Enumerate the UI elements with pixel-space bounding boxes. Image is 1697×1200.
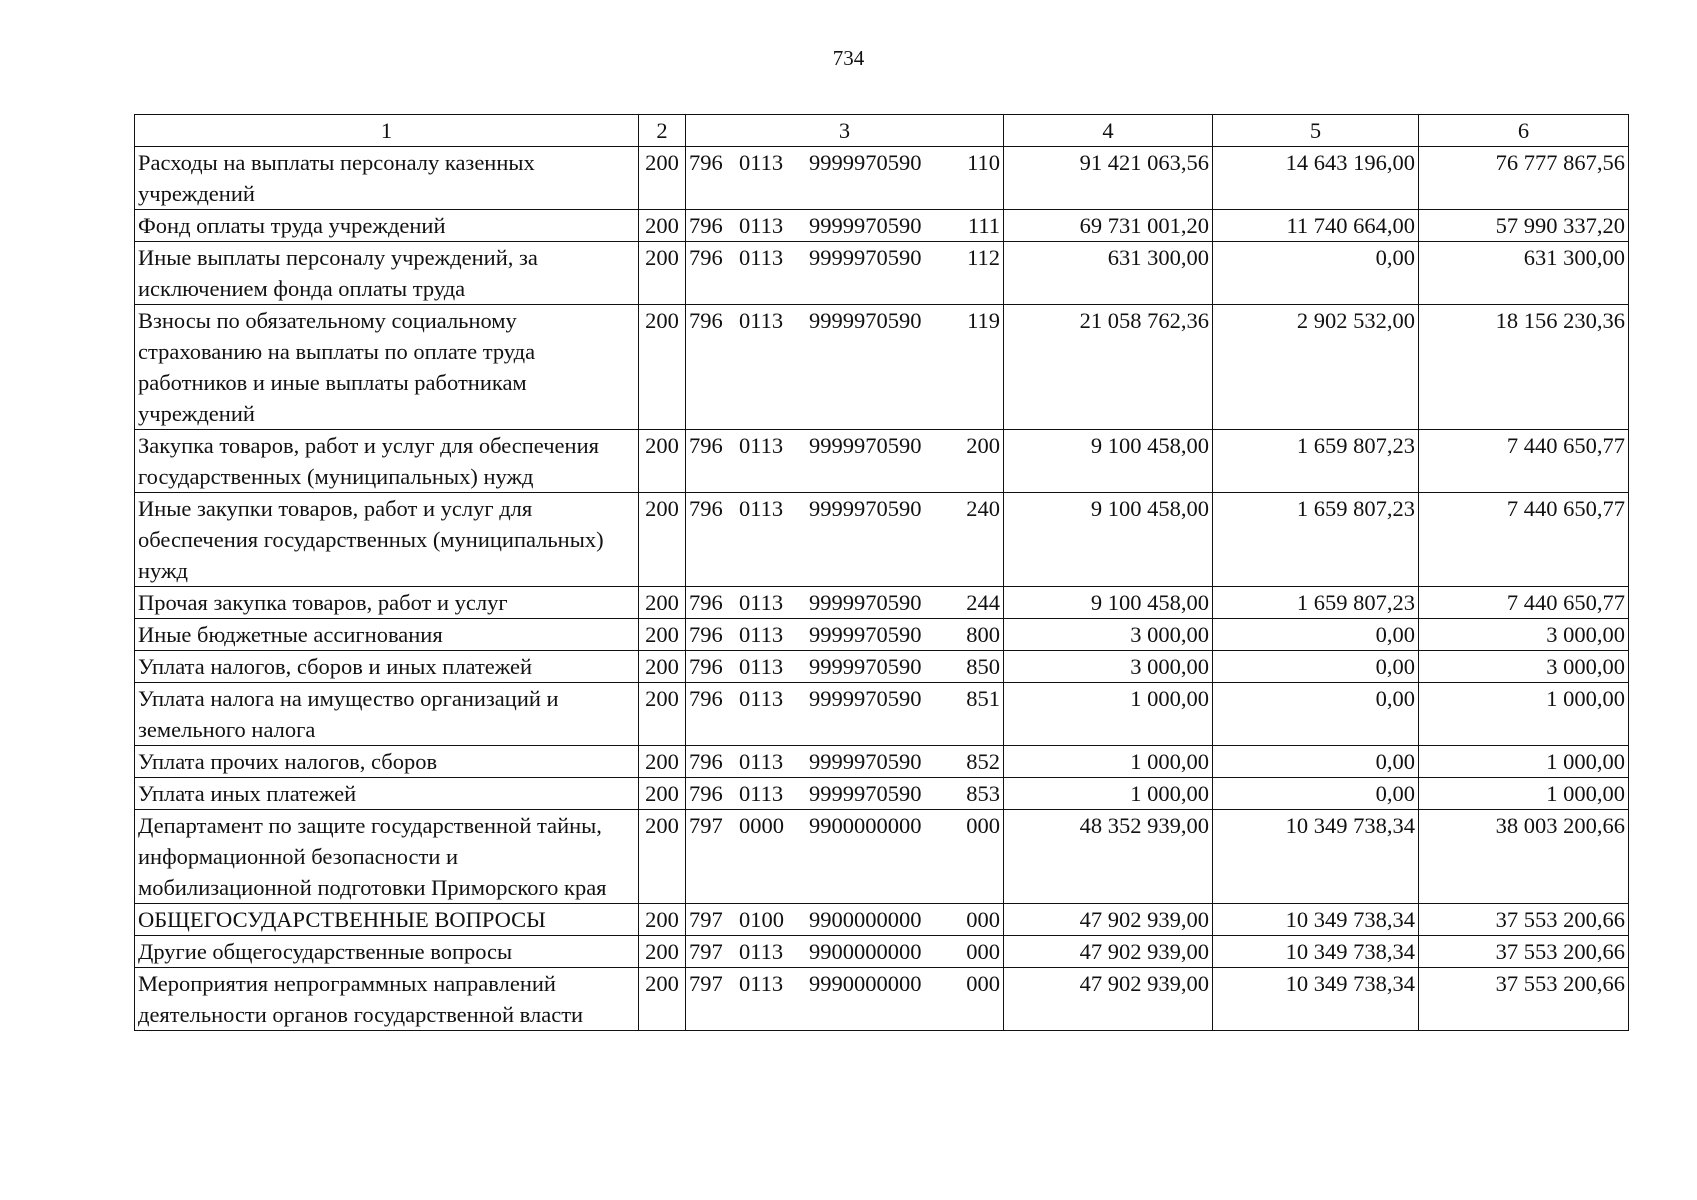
row-code-col2: 200 [639, 305, 686, 430]
row-value-col6: 3 000,00 [1419, 619, 1629, 651]
row-value-col4: 3 000,00 [1004, 651, 1213, 683]
table-row [135, 810, 1629, 904]
code-section: 0113 [739, 939, 784, 964]
budget-table [134, 114, 1629, 1031]
code-expense-type: 853 [966, 781, 1000, 806]
code-article: 9999970590 [809, 590, 922, 615]
code-article: 9999970590 [809, 749, 922, 774]
row-value-col6: 7 440 650,77 [1419, 493, 1629, 587]
table-row [135, 210, 1629, 242]
row-value-col5: 10 349 738,34 [1213, 810, 1419, 904]
row-value-col4: 9 100 458,00 [1004, 493, 1213, 587]
code-expense-type: 112 [967, 245, 1000, 270]
row-value-col6: 7 440 650,77 [1419, 587, 1629, 619]
row-name: Уплата прочих налогов, сборов [135, 746, 639, 778]
code-chapter: 796 [689, 686, 723, 711]
row-name: Мероприятия непрограммных направлений деятельности органов государственной власти [135, 968, 639, 1031]
table-row [135, 619, 1629, 651]
code-chapter: 796 [689, 781, 723, 806]
code-article: 9999970590 [809, 245, 922, 270]
row-name: Прочая закупка товаров, работ и услуг [135, 587, 639, 619]
code-expense-type: 000 [966, 939, 1000, 964]
row-value-col5: 1 659 807,23 [1213, 493, 1419, 587]
code-expense-type: 000 [966, 907, 1000, 932]
code-section: 0113 [739, 150, 784, 175]
header-cell: 6 [1419, 115, 1629, 147]
code-article: 9990000000 [809, 971, 922, 996]
row-classification-code [686, 430, 1004, 493]
header-cell: 5 [1213, 115, 1419, 147]
code-article: 9999970590 [809, 496, 922, 521]
code-section: 0113 [739, 622, 784, 647]
row-classification-code [686, 147, 1004, 210]
row-name: Иные выплаты персоналу учреждений, за исключением фонда оплаты труда [135, 242, 639, 305]
code-chapter: 796 [689, 150, 723, 175]
row-code-col2: 200 [639, 683, 686, 746]
row-value-col6: 7 440 650,77 [1419, 430, 1629, 493]
header-cell: 4 [1004, 115, 1213, 147]
row-value-col6: 1 000,00 [1419, 683, 1629, 746]
code-section: 0113 [739, 213, 784, 238]
row-code-col2: 200 [639, 778, 686, 810]
row-value-col6: 37 553 200,66 [1419, 904, 1629, 936]
code-article: 9999970590 [809, 654, 922, 679]
code-expense-type: 240 [966, 496, 1000, 521]
row-value-col4: 47 902 939,00 [1004, 968, 1213, 1031]
header-row [135, 115, 1629, 147]
row-value-col5: 0,00 [1213, 242, 1419, 305]
code-chapter: 796 [689, 654, 723, 679]
row-classification-code [686, 493, 1004, 587]
row-name: Иные закупки товаров, работ и услуг для обеспечения государственных (муниципальных) нужд [135, 493, 639, 587]
row-value-col6: 631 300,00 [1419, 242, 1629, 305]
table-row [135, 936, 1629, 968]
code-article: 9999970590 [809, 433, 922, 458]
code-chapter: 796 [689, 433, 723, 458]
code-chapter: 796 [689, 749, 723, 774]
table-row [135, 305, 1629, 430]
row-classification-code [686, 210, 1004, 242]
code-article: 9999970590 [809, 308, 922, 333]
table-row [135, 493, 1629, 587]
code-expense-type: 851 [966, 686, 1000, 711]
row-classification-code [686, 904, 1004, 936]
code-chapter: 797 [689, 813, 723, 838]
code-expense-type: 111 [967, 213, 1000, 238]
code-expense-type: 800 [966, 622, 1000, 647]
code-article: 9999970590 [809, 686, 922, 711]
row-classification-code [686, 619, 1004, 651]
row-code-col2: 200 [639, 968, 686, 1031]
table-row [135, 147, 1629, 210]
row-code-col2: 200 [639, 430, 686, 493]
row-code-col2: 200 [639, 147, 686, 210]
header-cell: 1 [135, 115, 639, 147]
code-article: 9999970590 [809, 150, 922, 175]
table-row [135, 683, 1629, 746]
row-name: Уплата иных платежей [135, 778, 639, 810]
code-chapter: 797 [689, 971, 723, 996]
row-classification-code [686, 587, 1004, 619]
code-article: 9999970590 [809, 213, 922, 238]
row-value-col4: 9 100 458,00 [1004, 587, 1213, 619]
code-section: 0113 [739, 433, 784, 458]
code-expense-type: 850 [966, 654, 1000, 679]
table-row [135, 651, 1629, 683]
row-value-col6: 38 003 200,66 [1419, 810, 1629, 904]
code-chapter: 797 [689, 907, 723, 932]
row-name: Иные бюджетные ассигнования [135, 619, 639, 651]
code-article: 9900000000 [809, 939, 922, 964]
row-classification-code [686, 305, 1004, 430]
row-classification-code [686, 810, 1004, 904]
row-classification-code [686, 968, 1004, 1031]
row-value-col6: 3 000,00 [1419, 651, 1629, 683]
code-article: 9999970590 [809, 622, 922, 647]
row-name: Фонд оплаты труда учреждений [135, 210, 639, 242]
row-value-col6: 1 000,00 [1419, 746, 1629, 778]
row-code-col2: 200 [639, 904, 686, 936]
code-section: 0113 [739, 749, 784, 774]
code-section: 0113 [739, 971, 784, 996]
row-code-col2: 200 [639, 810, 686, 904]
row-value-col4: 21 058 762,36 [1004, 305, 1213, 430]
row-name: Уплата налогов, сборов и иных платежей [135, 651, 639, 683]
header-cell: 3 [686, 115, 1004, 147]
row-code-col2: 200 [639, 210, 686, 242]
row-code-col2: 200 [639, 746, 686, 778]
row-value-col5: 14 643 196,00 [1213, 147, 1419, 210]
code-chapter: 796 [689, 213, 723, 238]
row-value-col6: 57 990 337,20 [1419, 210, 1629, 242]
code-article: 9900000000 [809, 813, 922, 838]
row-code-col2: 200 [639, 587, 686, 619]
row-value-col5: 1 659 807,23 [1213, 587, 1419, 619]
code-chapter: 796 [689, 308, 723, 333]
code-section: 0113 [739, 496, 784, 521]
row-classification-code [686, 778, 1004, 810]
code-chapter: 796 [689, 590, 723, 615]
code-expense-type: 200 [966, 433, 1000, 458]
code-expense-type: 244 [966, 590, 1000, 615]
table-row [135, 242, 1629, 305]
row-value-col4: 47 902 939,00 [1004, 904, 1213, 936]
row-value-col4: 48 352 939,00 [1004, 810, 1213, 904]
table-row [135, 778, 1629, 810]
row-value-col5: 10 349 738,34 [1213, 968, 1419, 1031]
code-expense-type: 110 [967, 150, 1000, 175]
row-value-col6: 18 156 230,36 [1419, 305, 1629, 430]
row-name: Департамент по защите государственной тайны, информационной безопасности и мобилизационной подготовки Приморского края [135, 810, 639, 904]
row-value-col5: 0,00 [1213, 683, 1419, 746]
header-cell: 2 [639, 115, 686, 147]
table-row [135, 968, 1629, 1031]
row-value-col5: 2 902 532,00 [1213, 305, 1419, 430]
row-code-col2: 200 [639, 493, 686, 587]
row-value-col6: 37 553 200,66 [1419, 936, 1629, 968]
row-value-col4: 47 902 939,00 [1004, 936, 1213, 968]
row-value-col5: 11 740 664,00 [1213, 210, 1419, 242]
row-classification-code [686, 936, 1004, 968]
row-name: ОБЩЕГОСУДАРСТВЕННЫЕ ВОПРОСЫ [135, 904, 639, 936]
row-name: Закупка товаров, работ и услуг для обеспечения государственных (муниципальных) нужд [135, 430, 639, 493]
code-section: 0113 [739, 654, 784, 679]
code-article: 9999970590 [809, 781, 922, 806]
code-section: 0113 [739, 686, 784, 711]
row-code-col2: 200 [639, 651, 686, 683]
row-value-col5: 1 659 807,23 [1213, 430, 1419, 493]
row-value-col5: 0,00 [1213, 619, 1419, 651]
code-article: 9900000000 [809, 907, 922, 932]
row-value-col6: 37 553 200,66 [1419, 968, 1629, 1031]
code-chapter: 797 [689, 939, 723, 964]
table-row [135, 746, 1629, 778]
row-value-col5: 10 349 738,34 [1213, 936, 1419, 968]
row-value-col5: 10 349 738,34 [1213, 904, 1419, 936]
row-code-col2: 200 [639, 242, 686, 305]
row-value-col4: 631 300,00 [1004, 242, 1213, 305]
code-section: 0113 [739, 781, 784, 806]
code-expense-type: 119 [967, 308, 1000, 333]
row-value-col5: 0,00 [1213, 778, 1419, 810]
row-classification-code [686, 242, 1004, 305]
row-name: Уплата налога на имущество организаций и земельного налога [135, 683, 639, 746]
row-value-col4: 1 000,00 [1004, 683, 1213, 746]
code-section: 0000 [739, 813, 784, 838]
row-name: Другие общегосударственные вопросы [135, 936, 639, 968]
table-row [135, 587, 1629, 619]
row-code-col2: 200 [639, 936, 686, 968]
row-value-col4: 69 731 001,20 [1004, 210, 1213, 242]
code-expense-type: 000 [966, 813, 1000, 838]
row-classification-code [686, 746, 1004, 778]
code-section: 0113 [739, 308, 784, 333]
table-row [135, 430, 1629, 493]
row-value-col4: 9 100 458,00 [1004, 430, 1213, 493]
row-value-col6: 76 777 867,56 [1419, 147, 1629, 210]
row-classification-code [686, 651, 1004, 683]
code-section: 0113 [739, 245, 784, 270]
row-name: Расходы на выплаты персоналу казенных учреждений [135, 147, 639, 210]
code-expense-type: 000 [966, 971, 1000, 996]
row-value-col4: 1 000,00 [1004, 746, 1213, 778]
code-chapter: 796 [689, 622, 723, 647]
code-section: 0100 [739, 907, 784, 932]
row-code-col2: 200 [639, 619, 686, 651]
code-chapter: 796 [689, 496, 723, 521]
code-expense-type: 852 [966, 749, 1000, 774]
row-value-col4: 91 421 063,56 [1004, 147, 1213, 210]
code-section: 0113 [739, 590, 784, 615]
row-classification-code [686, 683, 1004, 746]
row-value-col6: 1 000,00 [1419, 778, 1629, 810]
row-value-col4: 3 000,00 [1004, 619, 1213, 651]
code-chapter: 796 [689, 245, 723, 270]
row-value-col5: 0,00 [1213, 746, 1419, 778]
row-name: Взносы по обязательному социальному страхованию на выплаты по оплате труда работников и иные выплаты работникам учреждений [135, 305, 639, 430]
table-row [135, 904, 1629, 936]
page-number: 734 [832, 46, 865, 70]
row-value-col4: 1 000,00 [1004, 778, 1213, 810]
row-value-col5: 0,00 [1213, 651, 1419, 683]
